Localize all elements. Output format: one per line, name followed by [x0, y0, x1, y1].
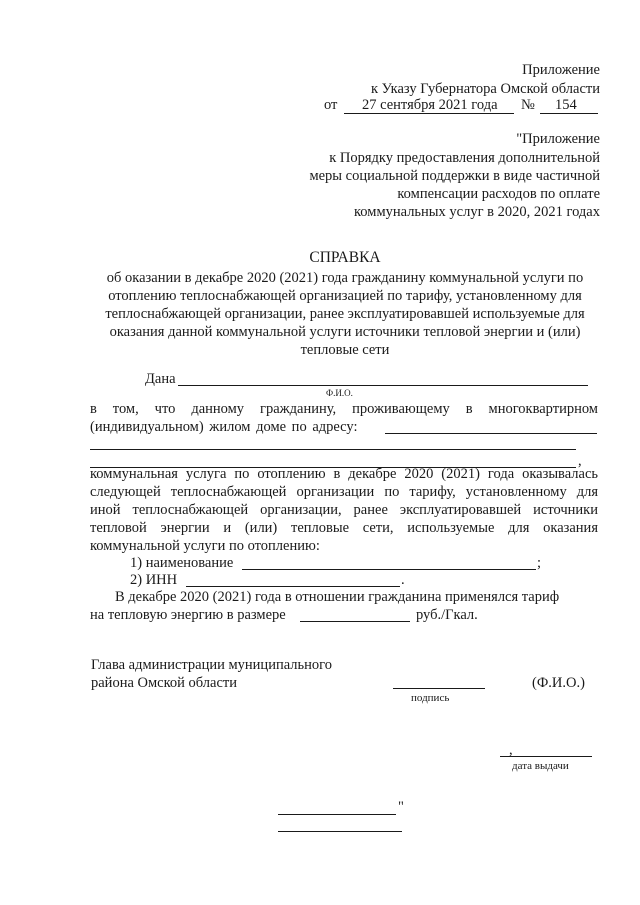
- paragraph-2-line-5: коммунальной услуги по отоплению:: [90, 538, 320, 554]
- paragraph-2-line-2: следующей теплоснабжающей организации по тарифу, установленному для: [90, 484, 598, 500]
- issue-date-underline: [500, 756, 592, 757]
- document-title: СПРАВКА: [309, 249, 381, 266]
- paragraph-3-unit: руб./Гкал.: [416, 607, 478, 623]
- fio-underline: [178, 385, 588, 386]
- signature-caption: подпись: [411, 692, 450, 704]
- paragraph-2-line-1: коммунальная услуга по отоплению в декабре 2020 (2021) года оказывалась: [90, 466, 598, 482]
- signatory-title-line-2: района Омской области: [91, 675, 238, 691]
- dana-label: Дана: [145, 371, 176, 387]
- tariff-underline: [300, 621, 410, 622]
- title-subline-5: тепловые сети: [300, 342, 390, 358]
- footer-underline-2: [278, 831, 402, 832]
- address-comma: ,: [578, 453, 582, 469]
- signatory-title-line-1: Глава администрации муниципального: [91, 657, 332, 673]
- issue-date-comma: ,: [509, 742, 513, 758]
- item-2-inn-label: 2) ИНН: [130, 572, 178, 588]
- appendix-label: "Приложение: [516, 131, 600, 147]
- appendix-line-2: к Порядку предоставления дополнительной: [329, 150, 600, 166]
- title-subline-2: отоплению теплоснабжающей организацией по тарифу, установленному для: [108, 288, 582, 304]
- header-number-sign: №: [521, 97, 535, 113]
- address-underline-2: [90, 449, 576, 450]
- paragraph-3-line-2-start: на тепловую энергию в размере: [90, 607, 286, 623]
- item-1-name-label: 1) наименование: [130, 555, 234, 571]
- paragraph-3-line-1: В декабре 2020 (2021) года в отношении гражданина применялся тариф: [115, 589, 560, 605]
- item-1-name-underline: [242, 569, 536, 570]
- header-date: 27 сентября 2021 года: [362, 97, 498, 113]
- title-subline-4: оказания данной коммунальной услуги источники тепловой энергии и (или): [109, 324, 581, 340]
- paragraph-1-line-1: в том, что данному гражданину, проживающему в многоквартирном: [90, 401, 598, 417]
- paragraph-1-line-2: (индивидуальном) жилом доме по адресу:: [90, 419, 358, 435]
- signatory-fio: (Ф.И.О.): [532, 675, 585, 691]
- appendix-line-5: коммунальных услуг в 2020, 2021 годах: [353, 204, 600, 220]
- appendix-line-4: компенсации расходов по оплате: [397, 186, 600, 202]
- signature-underline: [393, 688, 485, 689]
- header-decree-reference: к Указу Губернатора Омской области: [370, 81, 600, 97]
- footer-closing-quote: ": [398, 799, 404, 815]
- paragraph-2-line-4: тепловой энергии и (или) тепловые сети, используемые для оказания: [90, 520, 598, 536]
- header-appendix-label: Приложение: [522, 62, 600, 78]
- title-subline-3: теплоснабжающей организации, ранее эксплуатировавшей используемые для: [105, 306, 585, 322]
- footer-underline-1: [278, 814, 396, 815]
- issue-date-caption: дата выдачи: [512, 760, 569, 772]
- item-2-period: .: [401, 572, 405, 588]
- header-number: 154: [555, 97, 577, 113]
- item-2-inn-underline: [186, 586, 400, 587]
- fio-caption: Ф.И.О.: [326, 388, 353, 398]
- appendix-line-3: меры социальной поддержки в виде частичной: [309, 168, 600, 184]
- address-underline-1: [385, 433, 597, 434]
- title-subline-1: об оказании в декабре 2020 (2021) года гражданину коммунальной услуги по: [106, 270, 584, 286]
- header-ot-label: от: [324, 97, 338, 113]
- paragraph-2-line-3: иной теплоснабжающей организации, ранее эксплуатировавшей источники: [90, 502, 598, 518]
- item-1-semicolon: ;: [537, 555, 542, 571]
